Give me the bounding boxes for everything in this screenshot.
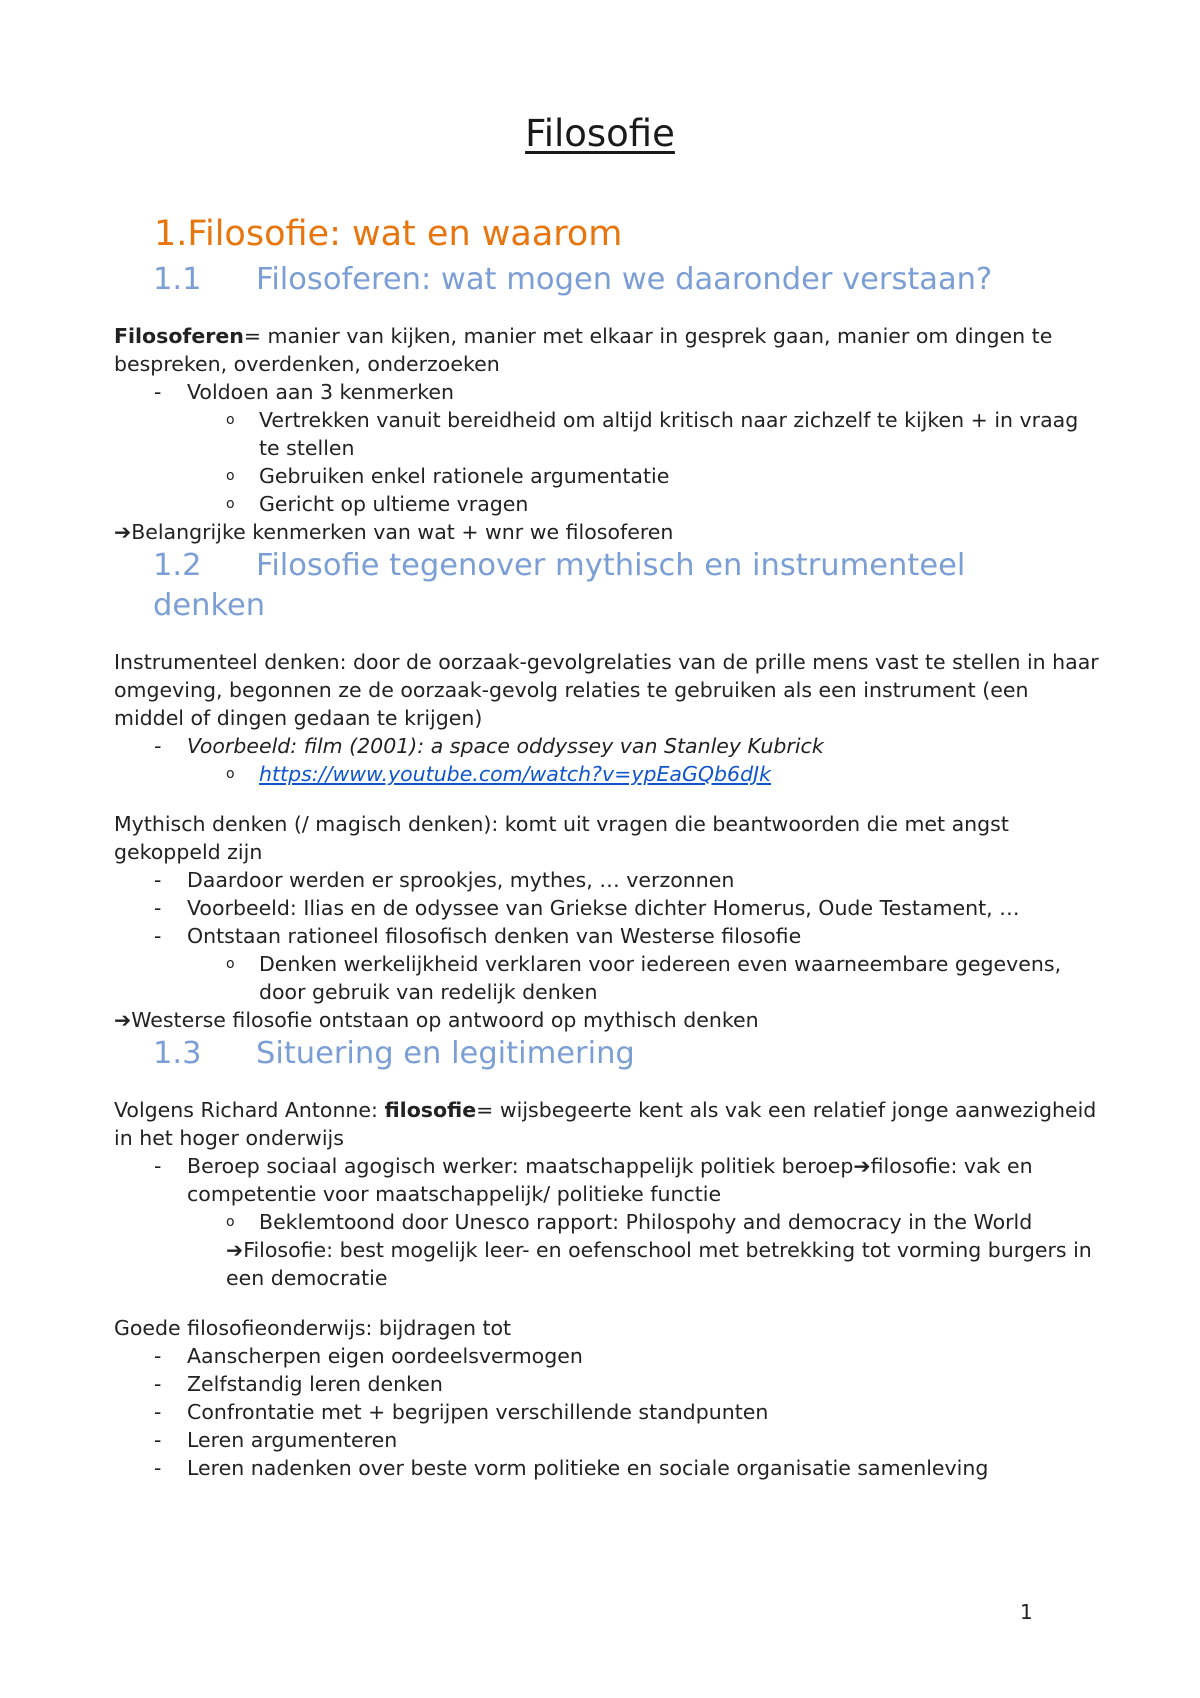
conclusion-text: Filosofie: best mogelijk leer- en oefenschool met betrekking tot vorming burgers in een democratie <box>226 1238 1092 1290</box>
conclusion-line <box>114 1006 1104 1034</box>
mythical-paragraph: Mythisch denken (/ magisch denken): komt uit vragen die beantwoorden die met angst gekoppeld zijn <box>114 812 1009 864</box>
youtube-link[interactable]: https://www.youtube.com/watch?v=ypEaGQb6dJk <box>259 762 771 786</box>
list-item <box>114 1398 1104 1426</box>
list-item <box>114 866 1104 894</box>
list-item-text: Beroep sociaal agogisch werker: maatschappelijk politiek beroep <box>187 1154 854 1178</box>
intro-text-rest: = wijsbegeerte kent als vak een relatief jonge aanwezigheid in het hoger onderwijs <box>114 1098 1097 1150</box>
document-title: Filosofie <box>525 112 675 155</box>
situering-paragraph <box>114 1096 1104 1152</box>
arrow-icon: ➔ <box>226 1238 244 1262</box>
section-heading-1-1 <box>114 260 1104 300</box>
dash-marker: - <box>154 380 162 404</box>
arrow-icon: ➔ <box>114 520 132 544</box>
dash-marker: - <box>154 734 162 758</box>
list-item <box>114 894 1104 922</box>
section-number: 1.1 <box>153 262 202 297</box>
dash-marker: - <box>154 1372 162 1396</box>
instrumental-paragraph: Instrumenteel denken: door de oorzaak-gevolgrelaties van de prille mens vast te stellen in haar omgeving, begonnen ze de oorzaak-gevolg relaties te gebruiken als een instrument (een middel of dingen gedaan te krijgen) <box>114 650 1099 730</box>
definition-paragraph <box>114 322 1104 378</box>
bullet-list <box>114 732 1104 788</box>
list-item-text: Leren nadenken over beste vorm politieke en sociale organisatie samenleving <box>187 1456 989 1480</box>
sub-conclusion-line <box>114 1236 1104 1292</box>
dash-marker: - <box>154 1154 162 1178</box>
bullet-list <box>114 866 1104 1006</box>
section-number: 1.2 <box>153 548 202 583</box>
list-item-text: Voldoen aan 3 kenmerken <box>187 380 455 404</box>
circle-marker: o <box>226 496 235 512</box>
section-title: Filosofie tegenover mythisch en instrumenteel <box>256 548 966 583</box>
circle-marker: o <box>226 412 235 428</box>
sub-list-item <box>114 760 1104 788</box>
dash-marker: - <box>154 1456 162 1480</box>
list-item <box>114 1426 1104 1454</box>
list-item-text: Aanscherpen eigen oordeelsvermogen <box>187 1344 583 1368</box>
sub-list-item <box>114 1208 1104 1236</box>
document-body <box>114 214 1104 1482</box>
circle-marker: o <box>226 956 235 972</box>
list-item <box>114 1370 1104 1398</box>
dash-marker: - <box>154 1428 162 1452</box>
conclusion-line <box>114 518 1104 546</box>
list-item <box>114 378 1104 406</box>
list-item <box>114 732 1104 760</box>
list-item-text: Leren argumenteren <box>187 1428 398 1452</box>
arrow-icon: ➔ <box>853 1154 871 1178</box>
section-title: Situering en legitimering <box>256 1036 635 1071</box>
list-item <box>114 1342 1104 1370</box>
bullet-list <box>114 378 1104 518</box>
list-item-text: Daardoor werden er sprookjes, mythes, … verzonnen <box>187 868 735 892</box>
dash-marker: - <box>154 896 162 920</box>
list-item-text: Denken werkelijkheid verklaren voor iedereen even waarneembare gegevens, door gebruik van redelijk denken <box>259 952 1062 1004</box>
definition-text: = manier van kijken, manier met elkaar in gesprek gaan, manier om dingen te bespreken, overdenken, onderzoeken <box>114 324 1053 376</box>
list-item-text-rest: filosofie: vak en competentie voor maatschappelijk/ politieke functie <box>187 1154 1033 1206</box>
list-item-text: Beklemtoond door Unesco rapport: Philospohy and democracy in the World <box>259 1210 1033 1234</box>
list-item-text: Gebruiken enkel rationele argumentatie <box>259 464 670 488</box>
conclusion-text: Westerse filosofie ontstaan op antwoord op mythisch denken <box>131 1008 759 1032</box>
conclusion-text: Belangrijke kenmerken van wat + wnr we filosoferen <box>131 520 674 544</box>
sub-list-item <box>114 406 1104 462</box>
list-item <box>114 1152 1104 1208</box>
list-item-text: Confrontatie met + begrijpen verschillende standpunten <box>187 1400 769 1424</box>
intro-term: filosofie <box>384 1098 477 1122</box>
bullet-list <box>114 1342 1104 1482</box>
dash-marker: - <box>154 1344 162 1368</box>
dash-marker: - <box>154 868 162 892</box>
section-number: 1.3 <box>153 1036 202 1071</box>
list-item-text: Voorbeeld: Ilias en de odyssee van Griekse dichter Homerus, Oude Testament, … <box>187 896 1020 920</box>
list-item-text: Ontstaan rationeel filosofisch denken van Westerse filosofie <box>187 924 802 948</box>
section-title-continued: denken <box>153 588 266 623</box>
definition-term: Filosoferen <box>114 324 244 348</box>
dash-marker: - <box>154 924 162 948</box>
sub-list-item <box>114 490 1104 518</box>
list-item-text: Gericht op ultieme vragen <box>259 492 529 516</box>
section-heading-1-3 <box>114 1034 1104 1074</box>
list-item <box>114 922 1104 950</box>
goede-intro: Goede filosofieonderwijs: bijdragen tot <box>114 1316 512 1340</box>
list-item-text: Zelfstandig leren denken <box>187 1372 443 1396</box>
sub-list-item <box>114 950 1104 1006</box>
sub-list-item <box>114 462 1104 490</box>
circle-marker: o <box>226 766 235 782</box>
chapter-heading: 1.Filosofie: wat en waarom <box>154 214 623 254</box>
list-item <box>114 1454 1104 1482</box>
circle-marker: o <box>226 468 235 484</box>
section-title: Filosoferen: wat mogen we daaronder verstaan? <box>256 262 993 297</box>
list-item-text: Vertrekken vanuit bereidheid om altijd kritisch naar zichzelf te kijken + in vraag te stellen <box>259 408 1079 460</box>
intro-text: Volgens Richard Antonne: <box>114 1098 385 1122</box>
arrow-icon: ➔ <box>114 1008 132 1032</box>
dash-marker: - <box>154 1400 162 1424</box>
page-number: 1 <box>1020 1600 1033 1624</box>
list-item-text: Voorbeeld: film (2001): a space oddyssey van Stanley Kubrick <box>187 734 824 758</box>
bullet-list <box>114 1152 1104 1236</box>
section-heading-1-2 <box>114 546 1104 626</box>
circle-marker: o <box>226 1214 235 1230</box>
